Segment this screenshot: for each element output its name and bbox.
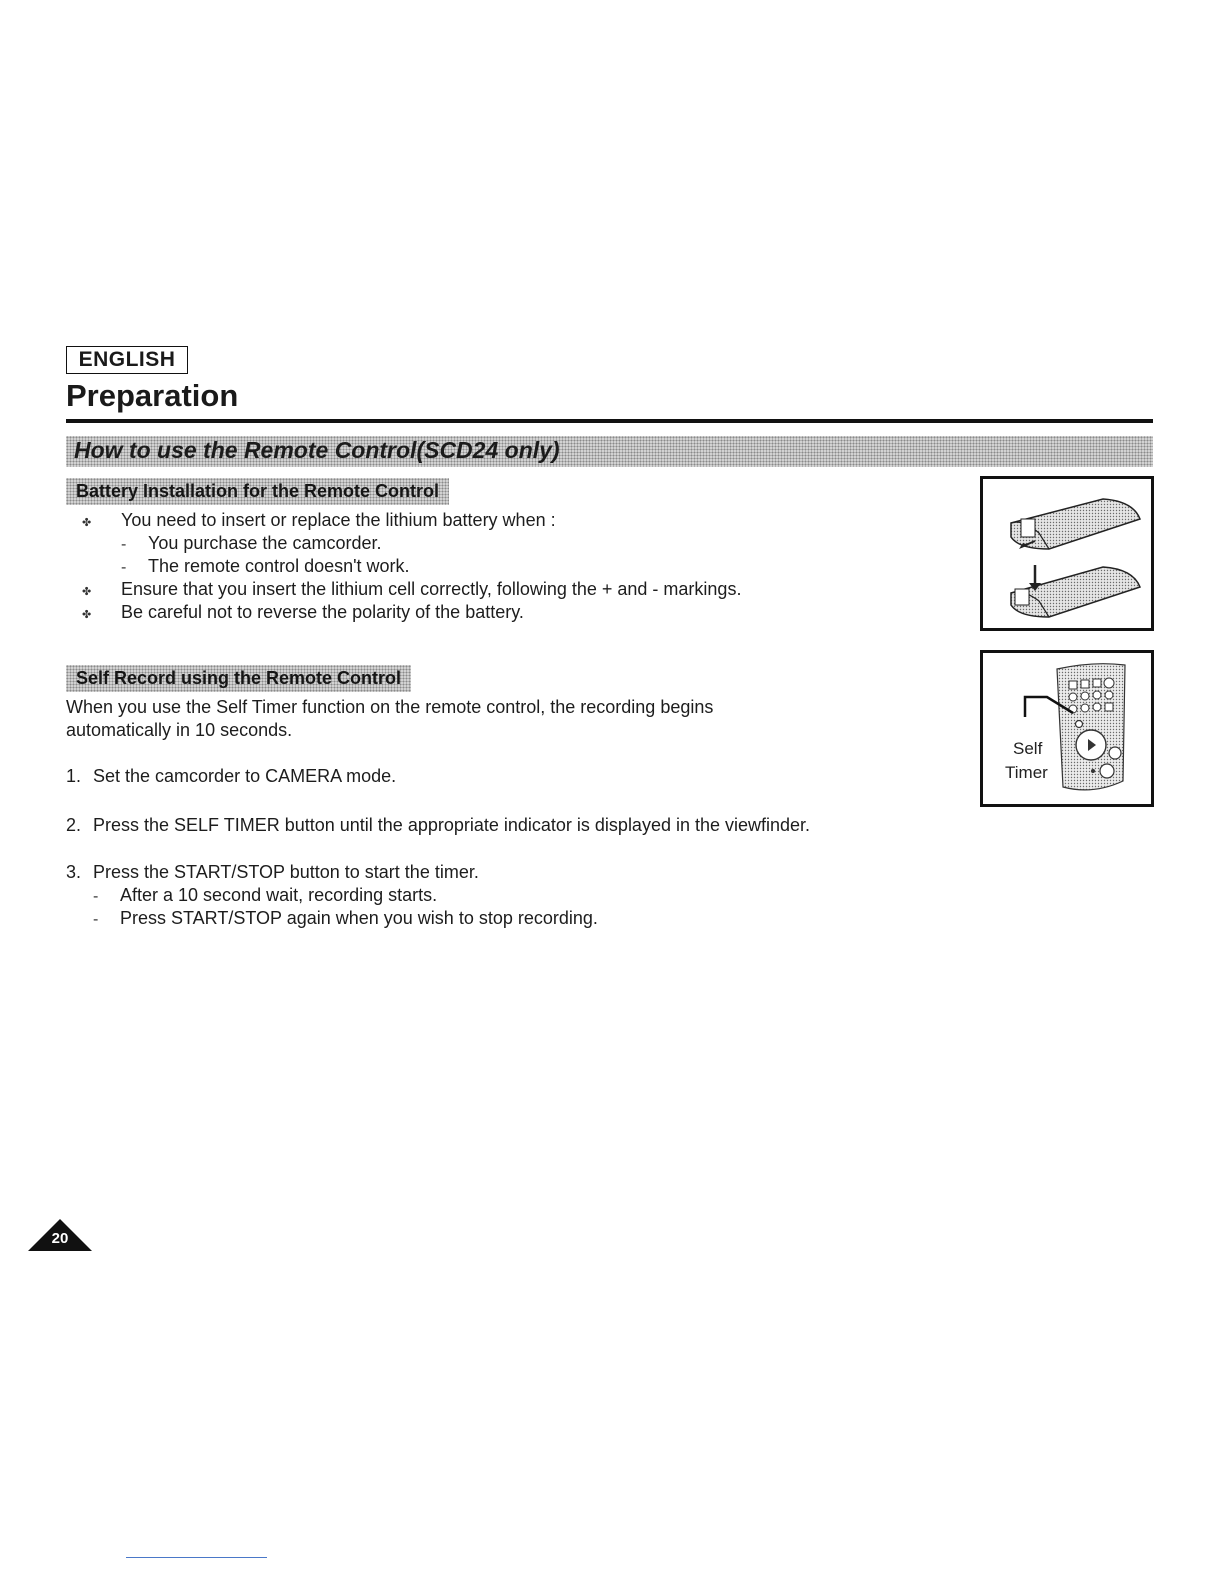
step-2: Press the SELF TIMER button until the appropriate indicator is displayed in the viewfinder. [93, 815, 811, 835]
self-record-heading: Self Record using the Remote Control [66, 665, 411, 692]
section-title: How to use the Remote Control(SCD24 only) [74, 437, 560, 463]
bullet-icon: ✤ [82, 609, 92, 621]
battery-bullet-2: Ensure that you insert the lithium cell correctly, following the + and - markings. [121, 579, 742, 599]
remote-control-illustration [983, 653, 1151, 804]
dash-marker: - [121, 536, 127, 553]
language-badge: ENGLISH [66, 346, 188, 374]
title-rule [66, 419, 1153, 423]
step-number: 3. [66, 862, 82, 882]
step-3-sub-2: Press START/STOP again when you wish to stop recording. [120, 908, 598, 928]
battery-heading: Battery Installation for the Remote Control [66, 478, 449, 505]
step-1: Set the camcorder to CAMERA mode. [93, 766, 397, 786]
remote-battery-illustration [983, 479, 1151, 628]
dash-marker: - [121, 559, 127, 576]
page-number: 20 [51, 1230, 69, 1247]
section-banner [66, 436, 1153, 467]
page-number-badge [28, 1219, 92, 1251]
self-timer-label-line-1: Self [1013, 739, 1043, 758]
battery-figure [980, 476, 1154, 631]
self-record-intro-2: automatically in 10 seconds. [66, 720, 293, 740]
bullet-icon: ✤ [82, 517, 92, 529]
battery-bullet-3: Be careful not to reverse the polarity of the battery. [121, 602, 524, 622]
remote-bottom-icon [1011, 565, 1140, 617]
battery-sub-2: The remote control doesn't work. [148, 556, 410, 576]
step-number: 2. [66, 815, 82, 835]
step-3: Press the START/STOP button to start the timer. [93, 862, 479, 882]
battery-sub-1: You purchase the camcorder. [148, 533, 382, 553]
step-number: 1. [66, 766, 82, 786]
self-record-intro-1: When you use the Self Timer function on the remote control, the recording begins [66, 697, 714, 717]
remote-body-icon [1057, 664, 1125, 790]
battery-bullet-1: You need to insert or replace the lithium battery when : [121, 510, 556, 530]
divider [126, 1557, 267, 1558]
self-timer-figure [980, 650, 1154, 807]
step-3-sub-1: After a 10 second wait, recording starts. [120, 885, 438, 905]
dash-marker: - [93, 888, 99, 905]
dash-marker: - [93, 911, 99, 928]
page-title: Preparation [66, 378, 239, 413]
remote-top-icon [1011, 499, 1140, 549]
self-timer-label-line-2: Timer [1005, 763, 1048, 782]
bullet-icon: ✤ [82, 586, 92, 598]
